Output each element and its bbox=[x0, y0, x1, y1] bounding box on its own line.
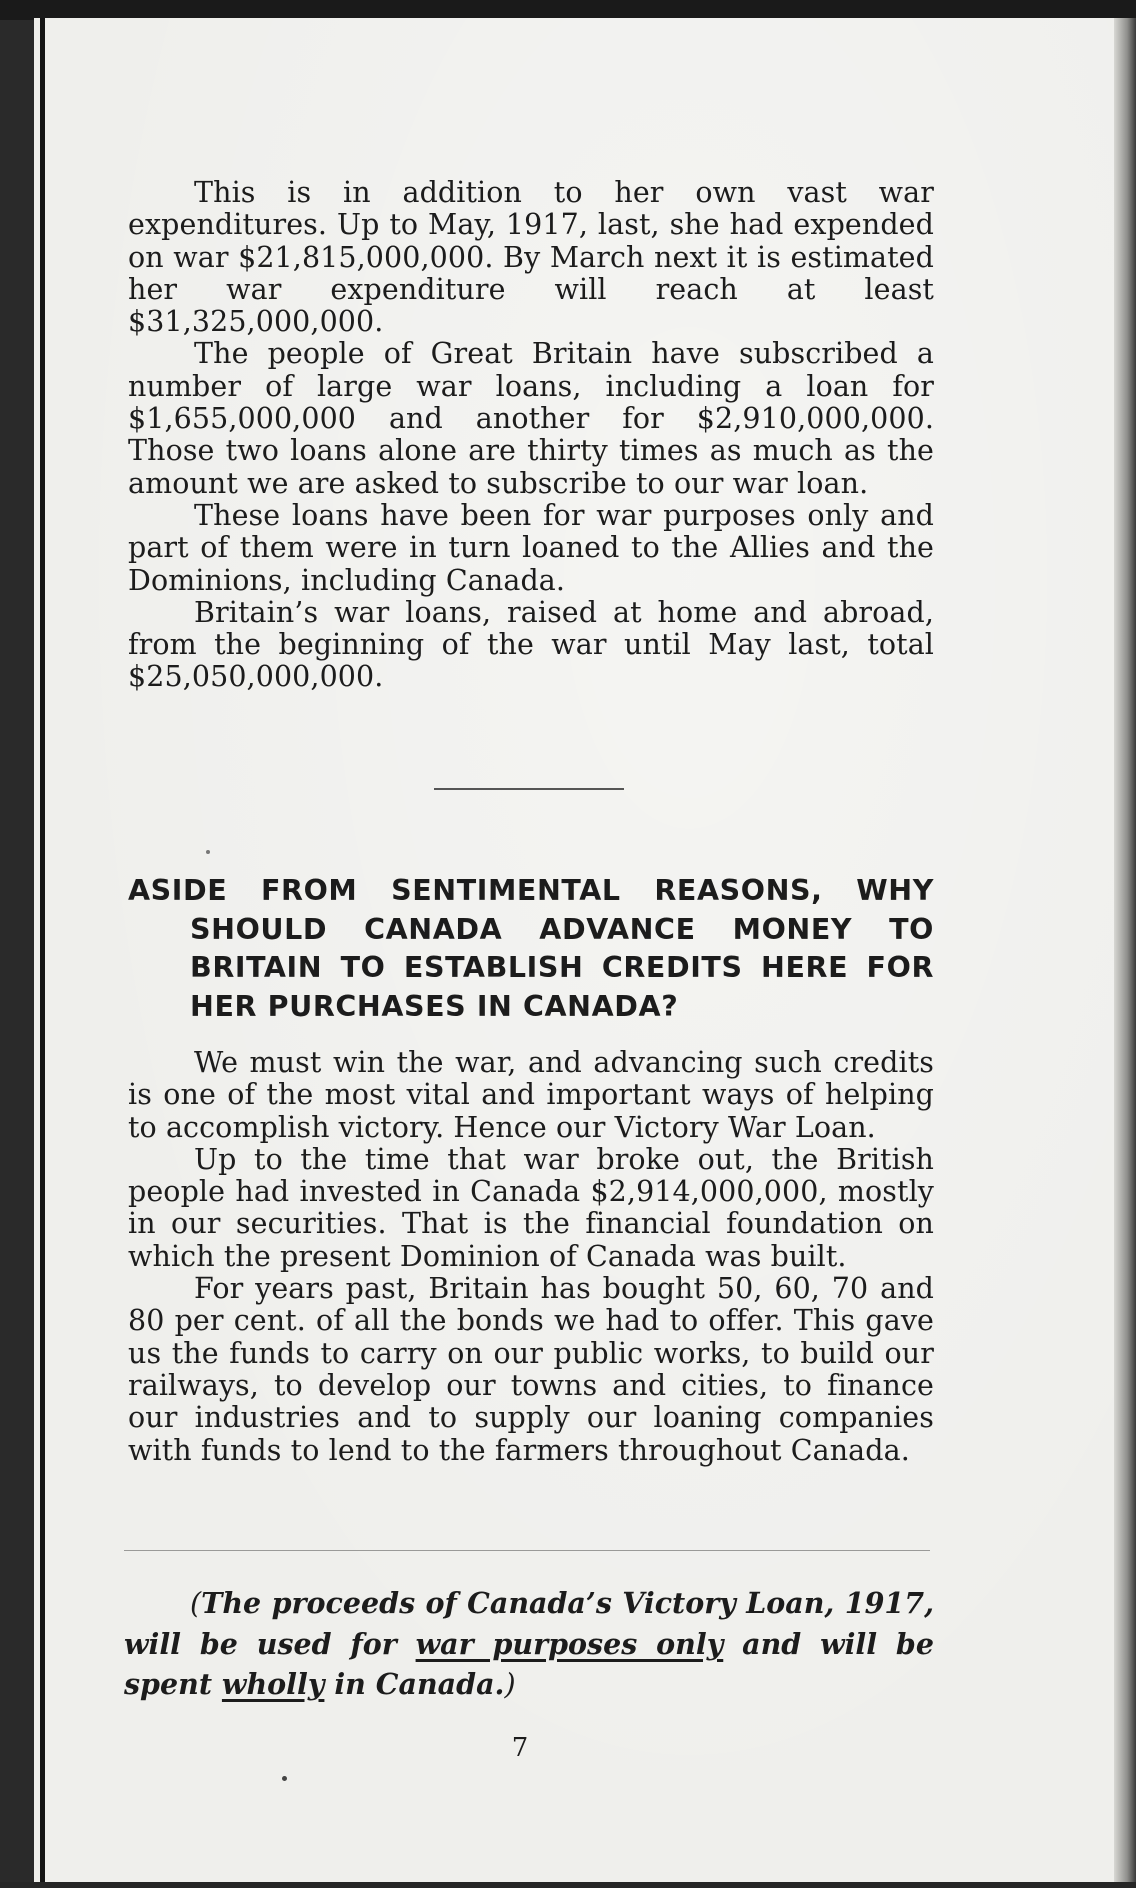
scan-bottom-edge bbox=[0, 1882, 1136, 1888]
victory-loan-note bbox=[124, 1583, 934, 1705]
paragraph: Up to the time that war broke out, the British people had invested in Canada $2,914,000,000, mostly in our securities. That is the financial foundation on which the present Dominion of Canada was built. bbox=[128, 1142, 934, 1273]
answer-section bbox=[128, 1047, 934, 1467]
note-underlined-text: war purposes only bbox=[415, 1627, 724, 1661]
note-close-paren: ) bbox=[504, 1668, 516, 1701]
note-underlined-text: wholly bbox=[221, 1667, 325, 1701]
note-text: and will be spent bbox=[124, 1627, 934, 1701]
note-text: in Canada. bbox=[324, 1667, 505, 1701]
paragraph: We must win the war, and advancing such credits is one of the most vital and important ways of helping to accomplish victory. Hence our Victory War Loan. bbox=[128, 1046, 934, 1144]
paragraph: This is in addition to her own vast war expenditures. Up to May, 1917, last, she had expended on war $21,815,000,000. By March next it is estimated her war expenditure will reach at least $31,325,000,000. bbox=[128, 176, 934, 339]
scan-top-edge bbox=[0, 0, 1136, 20]
section-divider bbox=[434, 788, 624, 790]
page-right-edge-shadow bbox=[1114, 18, 1136, 1888]
paragraph: The people of Great Britain have subscribed a number of large war loans, including a loan for $1,655,000,000 and another for $2,910,000,000. Those two loans alone are thirty times as much as the amount we are asked to subscribe to our war loan. bbox=[128, 337, 934, 500]
paragraph: For years past, Britain has bought 50, 60, 70 and 80 per cent. of all the bonds we had to offer. This gave us the funds to carry on our public works, to build our railways, to develop our towns and cities, to finance our industries and to supply our loaning companies with funds to lend to the farmers throughout Canada. bbox=[128, 1272, 934, 1467]
note-divider bbox=[124, 1550, 930, 1551]
note-text: The proceeds of Canada’s Victory Loan, 1917, will be used for bbox=[124, 1586, 934, 1661]
paper-speck bbox=[282, 1776, 287, 1781]
page-number: 7 bbox=[511, 1733, 529, 1763]
paper-speck bbox=[206, 850, 210, 854]
page-binding-edge bbox=[40, 18, 45, 1884]
paragraph: These loans have been for war purposes only and part of them were in turn loaned to the Allies and the Dominions, including Canada. bbox=[128, 498, 934, 597]
paragraph: Britain’s war loans, raised at home and abroad, from the beginning of the war until May last, total $25,050,000,000. bbox=[128, 595, 934, 694]
question-heading: ASIDE FROM SENTIMENTAL REASONS, WHY SHOULD CANADA ADVANCE MONEY TO BRITAIN TO ESTABLISH CREDITS HERE FOR HER PURCHASES IN CANADA? bbox=[128, 874, 934, 1023]
note-open-paren: ( bbox=[190, 1587, 202, 1620]
war-expenditure-section bbox=[128, 177, 934, 694]
